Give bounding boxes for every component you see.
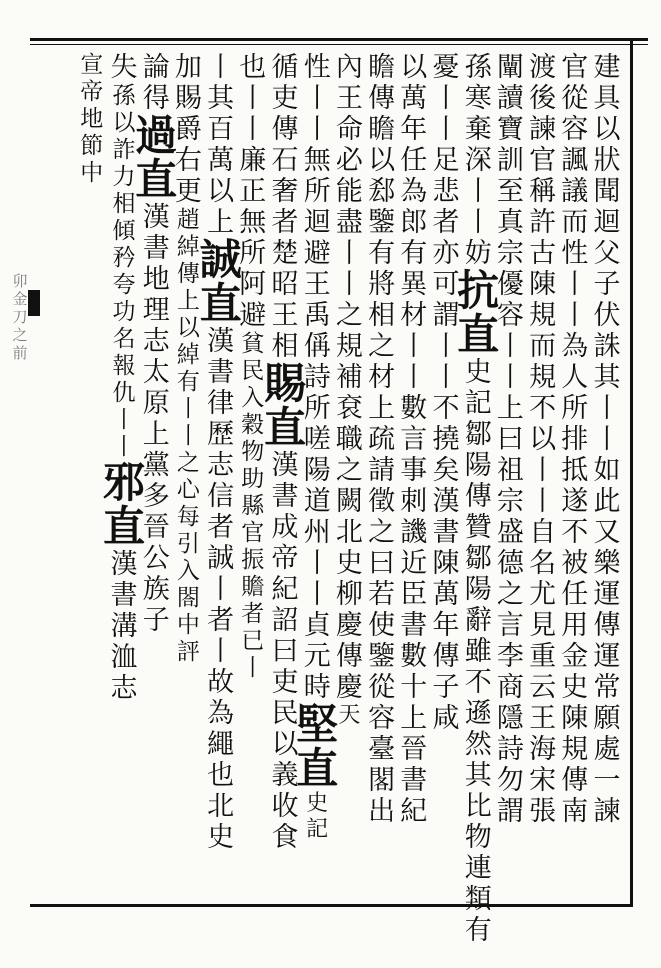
column-text-run: 渡 後 諫 官 稱 許 古 陳 規 而 規 不 以 丨 丨 自 名 尤 見 重 云 王 海 宋 張: [529, 52, 557, 827]
column-text-run: 孫 以 詐 力 相 傾 矜 夸 功 名 報 仇 丨 丨: [112, 83, 136, 460]
column-text-run: 貧 民 入 穀 物 助 縣 官 振 贍 者 已 丨: [241, 331, 265, 681]
entry-headword: 堅 直: [296, 700, 339, 793]
column-text-run: 趙 綽 傳 上 以 綽 有 丨 丨 之 心 每 引 入 閤 中 評: [176, 207, 200, 665]
column-text-run: 漢 書 律 歷 志 信 者 誠 丨 者 丨 故 為 繩 也 北 史: [207, 326, 235, 853]
column-text-run: 漢 書 地 理 志 太 原 上 黨 多 晉 公 族 子: [142, 202, 170, 636]
column-text-run: 內 王 命 必 能 盡 丨 丨 之 規 補 袞 職 之 闕 北 史 柳 慶 傳 慶: [335, 52, 363, 703]
column-text-run: 丨 其 百 萬 以 上: [207, 52, 235, 238]
column-text-run: 漢 書 成 帝 紀 詔 曰 吏 民 以 義 收 食: [271, 450, 299, 853]
top-border-rule-inner: [30, 44, 648, 45]
column-text-run: 宣 帝 地 節 中: [80, 52, 104, 186]
column-text-run: 性 丨 丨 無 所 迴 避 王 禹 偁 詩 所 嗟 陽 道 州 丨 丨 貞 元 時: [303, 52, 331, 703]
column-text-run: 也 丨 丨 廉 正 無 所 阿 避: [239, 52, 267, 331]
column-text-run: 天: [338, 703, 361, 728]
column-text-run: 孫 寒 棄 深 丨 丨 妨: [464, 52, 492, 269]
column-text-run: 史 記: [306, 791, 329, 842]
column-text-run: 加 賜 爵 右 更: [174, 52, 202, 207]
column-text-run: 循 吏 傳 石 奢 者 楚 昭 王 相: [271, 52, 299, 362]
entry-headword: 邪 直: [102, 458, 145, 551]
column-text-run: 建 具 以 狀 聞 迴 父 子 伏 誅 其 丨 丨 如 此 又 樂 運 傳 運 常 願 處 一 諫: [593, 52, 621, 827]
entry-headword: 誠 直: [199, 235, 242, 328]
column-text-run: 憂 丨 丨 足 悲 者 亦 可 謂 丨 丨 不 撓 矣 漢 書 陳 萬 年 傳 子 咸: [432, 52, 460, 734]
entry-headword: 賜 直: [263, 359, 306, 452]
column-text-run: 瞻 傳 瞻 以 郄 鑒 有 將 相 之 材 上 疏 請 徵 之 曰 若 使 鑒 從 容 臺 閣 出: [368, 52, 396, 827]
column-text-run: 失: [110, 52, 138, 83]
column-text-run: 官 從 容 諷 議 而 性 丨 丨 為 人 所 排 抵 遂 不 被 任 用 金 史 陳 規 傳 南: [561, 52, 589, 827]
text-column: [69, 52, 115, 898]
column-text-run: 論 得: [142, 52, 170, 114]
margin-note: 卯 金 刀 之 前: [12, 272, 28, 362]
entry-headword: 抗 直: [457, 266, 500, 359]
column-text-run: 以 萬 年 任 為 郎 有 異 材 丨 丨 數 言 事 刺 譏 近 臣 書 數 十 上 晉 書 紀: [400, 52, 428, 827]
column-text-run: 闡 讀 寶 訓 至 真 宗 優 容 丨 丨 上 曰 祖 宗 盛 德 之 言 李 商 隱 詩 勿 謂: [496, 52, 524, 827]
entry-headword: 過 直: [135, 111, 178, 204]
bottom-border-rule: [30, 904, 633, 907]
right-border-rule: [630, 38, 633, 906]
top-border-rule: [30, 38, 648, 41]
column-text-run: 漢 書 溝 洫 志: [110, 549, 138, 704]
column-text-run: 史 記 鄒 陽 傳 贊 鄒 陽 辭 雖 不 遜 然 其 比 物 連 類 有: [464, 357, 492, 946]
